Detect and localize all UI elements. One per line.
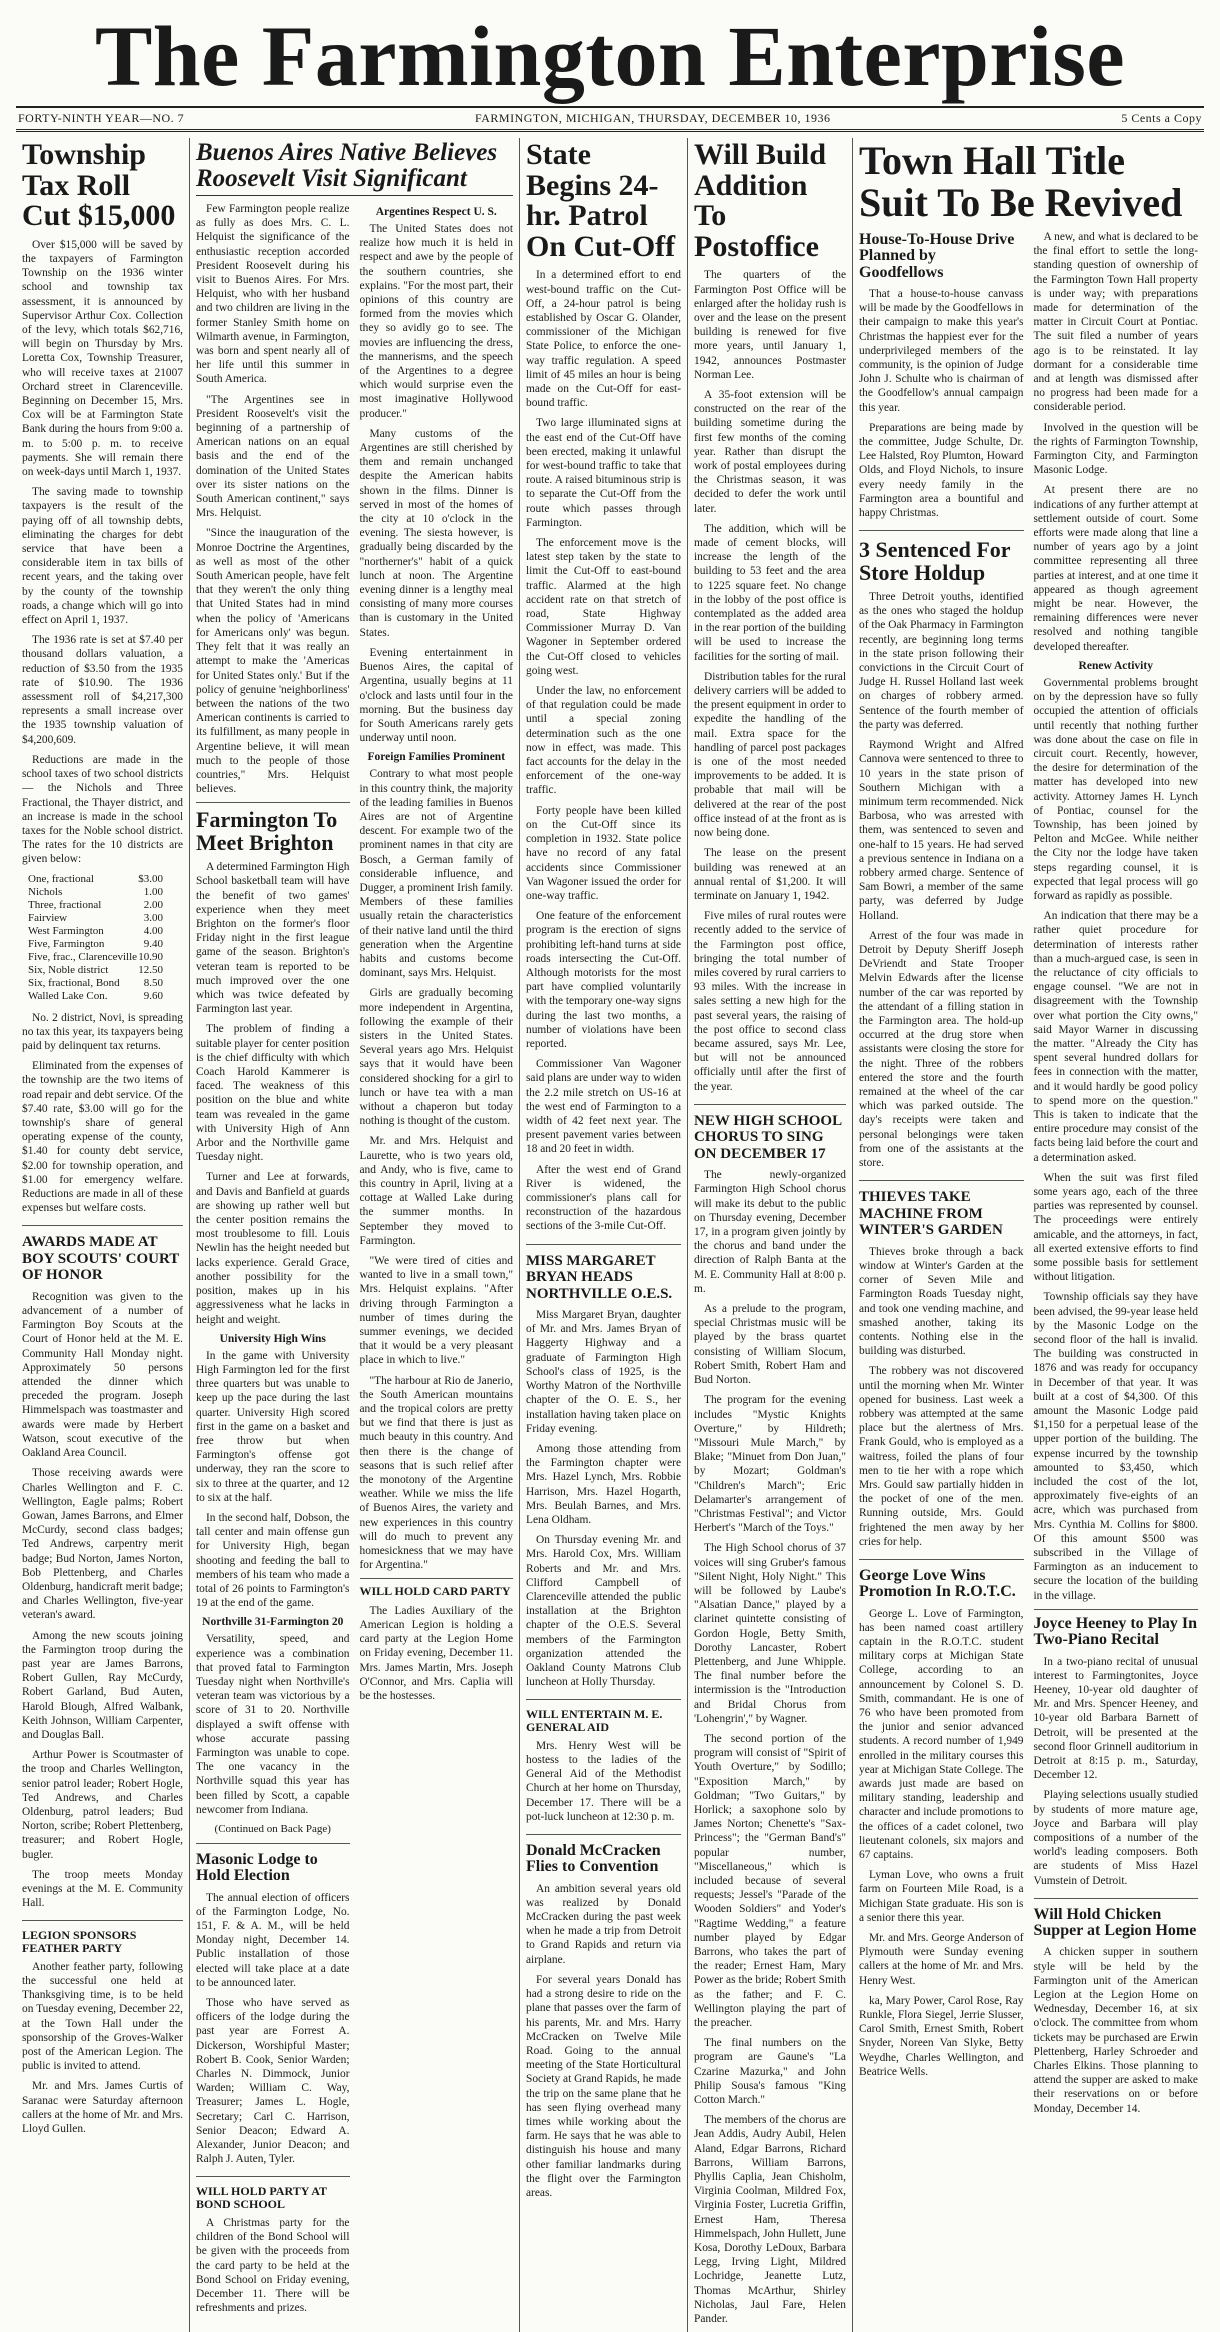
tax-roll-story <box>22 140 183 1226</box>
tax-roll-paragraph: Over $15,000 will be saved by the taxpayers of Farmington Township on the 1936 winter school and township tax assessment, it is announced by Supervisor Arthur Cox. Collection of the levy, which totals $62,716, will begin on Thursday by Mrs. Loretta Cox, Township Treasurer, who will receive taxes at 21007 Orchard street in Clarenceville. Beginning on December 15, Mrs. Cox will be at Farmington State Bank during the hours from 9:00 a. m. to 5:00 p. m. to receive payments. She will remain there on week-days until March 1, 1937. <box>22 238 183 479</box>
chorus-story <box>694 1113 846 2327</box>
buenos-paragraph: "The harbour at Rio de Janerio, the South American mountains and the tropical colors are pretty but we find that there is just as much beauty in this country. And then there is the change of seasons that is such relief after the monotony of the Argentine weather. While we miss the life of Buenos Aires, the variety and new experiences in this country will do much to prevent any homesickness that we may have for Argentina." <box>359 1374 513 1572</box>
legion-paragraph: Mr. and Mrs. James Curtis of Saranac were Saturday afternoon callers at the home of Mr. and Mrs. Lloyd Gullen. <box>22 2080 183 2136</box>
rate-row: One, fractional $3.00 <box>28 872 163 885</box>
chicken-headline: Will Hold Chicken Supper at Legion Home <box>1033 1905 1197 1940</box>
love-paragraph: Mr. and Mrs. George Anderson of Plymouth were Sunday evening callers at the home of Mr. and Mrs. Henry West. <box>859 1932 1024 1987</box>
legion-story <box>22 1929 183 2136</box>
chorus-paragraph: The members of the chorus are Jean Addis, Audry Aubil, Helen Aland, Edgar Barrons, Richard Barrons, William Barrons, Phyllis Caplia, Jean Chisholm, Virginia Coolman, Mildred Fox, Virginia Foster, Lucretia Griffin, Ernest Ham, Theresa Himmelspach, John Hullett, June Kosa, Dorothy LeDoux, Barbara Legg, Irving Light, Mildred Lochridge, Jeanette Lutz, Thomas McArthur, Shirley Nicholas, Jaul Fare, Helen Pander. <box>694 2114 846 2326</box>
chicken-story <box>1034 1907 1199 2116</box>
brighton-paragraph: The problem of finding a suitable player for center position is the chief difficulty with which Coach Harold Kammerer is faced. The weakness of this position on the blue and white team was revealed in the game with University High of Ann Arbor and the Northville game Tuesday night. <box>196 1023 350 1164</box>
chorus-paragraph: The program for the evening includes "Mystic Knights Overture," by Hildreth; "Missouri Mule March," by Blake; "Minuet from Don Juan," by Mozart; Goldman's "Children's March"; Eric Delamarter's arrangement of "Christmas Festival"; and Victor Herbert's "March of the Toys." <box>694 1394 846 1535</box>
column-5 <box>853 138 1204 2332</box>
chorus-paragraph: The final numbers on the program are Gaune's "La Czarine Mazurka," and John Philip Sousa's famous "King Cotton March." <box>694 2037 846 2107</box>
column-4 <box>688 138 853 2332</box>
card-party-paragraph: The Ladies Auxiliary of the American Legion is holding a card party at the Legion Home on Friday evening, December 11. Mrs. James Martin, Mrs. Joseph O'Connor, and Mrs. Caplia will be the hostesses. <box>359 1604 513 1702</box>
rate-row: Six, fractional, Bond 8.50 <box>28 976 163 989</box>
price: 5 Cents a Copy <box>1121 111 1202 125</box>
brighton-headline: Farmington To Meet Brighton <box>196 807 338 855</box>
masthead-title: The Farmington Enterprise <box>94 8 1126 104</box>
legion-headline: LEGION SPONSORS FEATHER PARTY <box>22 1928 137 1955</box>
townhall-subhead: Renew Activity <box>1078 659 1153 672</box>
mccracken-paragraph: For several years Donald has had a strong desire to ride on the plane that passes over the farm of his parents, Mr. and Mrs. Harry McCracken on Twelve Mile Road. Going to the annual meeting of the State Horticultural Society at Grand Rapids, he made the trip on the same plane that he has seen flying overhead many times while working about the farm. He says that he was able to distinguish his house and many other familiar landmarks during the flight over the Farmington areas. <box>526 1973 681 2199</box>
postoffice-paragraph: Five miles of rural routes were recently added to the service of the Farmington post office, bringing the total number of miles covered by rural carriers to 93 miles. With the increase in sales setting a new high for the past several years, the raising of the post office to second class became assured, says Mr. Lee, but will not be announced officially until after the first of the year. <box>694 910 846 1093</box>
brighton-paragraph: A determined Farmington High School basketball team will have the benefit of two games' experience when they meet Brighton on the former's floor Friday night in the first league game of the season. Brighton's veteran team is reported to be much improved over the one which was twice defeated by Farmington last year. <box>196 861 350 1016</box>
townhall-subcolumns <box>859 230 1198 2122</box>
patrol-headline: State Begins 24-hr. Patrol On Cut-Off <box>526 138 676 263</box>
tax-roll-paragraph: The saving made to township taxpayers is the result of the paying off of all township debts, eliminating the charges for debt service that have been a considerable item in tax bills of recent years, and the taking over by the county of the township roads, a change which will go into effect on April 1, 1937. <box>22 486 183 627</box>
buenos-paragraph: Contrary to what most people in this country think, the majority of the leading families in Buenos Aires are not of Argentine descent. For example two of the prominent names in that city are Bosch, a German family of considerable influence, and Dugger, a prominent Irish family. Members of these families usually retain the characteristics of their native land until the third generation when the Argentine habits and customs become dominant, says Mrs. Helquist. <box>359 768 513 980</box>
brighton-paragraph: Versatility, speed, and experience was a combination that proved fatal to Farmington Tuesday night when Northville's veteran team was victorious by a score of 31 to 20. Northville displayed a swift offense with whose accurate passing Farmington was unable to cope. The one vacancy in the Northville squad this year has been filled by Scott, a capable newcomer from Indiana. <box>196 1633 350 1816</box>
postoffice-paragraph: The addition, which will be made of cement blocks, will increase the length of the building to 53 feet and the area to 1225 square feet. No change in the lobby of the post office is contemplated as the added area in the rear portion of the building will be used to increase the facilities for the sorting of mail. <box>694 522 846 663</box>
buenos-paragraph: Mr. and Mrs. Helquist and Laurette, who is two years old, and Andy, who is five, came to this country in April, living at a cottage at Walled Lake during the summer months. In September they moved to Farmington. <box>359 1135 513 1247</box>
postoffice-story <box>694 140 846 1105</box>
chorus-paragraph: The newly-organized Farmington High School chorus will make its debut to the public on Thursday evening, December 17, in a program given jointly by the chorus and band under the direction of Ralph Banta at the M. E. Community Hall at 8:00 p. m. <box>694 1169 846 1295</box>
awards-paragraph: The troop meets Monday evenings at the M. E. Community Hall. <box>22 1868 183 1910</box>
brighton-paragraph: In the game with University High Farmington led for the first three quarters but was unable to keep up the pace during the last quarter. University High scored first in the game on a basket and free throw but when Farmington's offense got underway, they ran the score to six to three at the quarter, and 12 to six at the half. <box>196 1349 350 1504</box>
rate-row: Five, Farmington 9.40 <box>28 937 163 950</box>
postoffice-paragraph: The lease on the present building was renewed at an annual rental of $1,200. It will terminate on January 1, 1942. <box>694 847 846 902</box>
awards-headline: AWARDS MADE AT BOY SCOUTS' COURT OF HONOR <box>22 1234 180 1284</box>
postoffice-headline: Will Build Addition To Postoffice <box>694 138 827 263</box>
guild-headline: WILL ENTERTAIN M. E. GENERAL AID <box>526 1707 663 1734</box>
mccracken-story <box>526 1843 681 2200</box>
buenos-subcolumns <box>196 202 513 2321</box>
buenos-paragraph: "The Argentines see in President Roosevelt's visit the beginning of a partnership of American nations on an equal basis and the end of the domination of the United States over its sister nations on the South American continent," says Mrs. Helquist. <box>196 393 350 520</box>
brighton-subhead: Northville 31-Farmington 20 <box>202 1616 344 1629</box>
rate-row: Six, Noble district 12.50 <box>28 963 163 976</box>
legion-paragraph: Another feather party, following the successful one held at Thanksgiving time, is to be held on Tuesday evening, December 22, at the Town Hall under the sponsorship of the Groves-Walker post of the American Legion. The public is invited to attend. <box>22 1960 183 2073</box>
rate-row: Nichols 1.00 <box>28 885 163 898</box>
columns <box>16 138 1204 2326</box>
column-2 <box>190 138 520 2332</box>
buenos-paragraph: "We were tired of cities and wanted to live in a small town," Mrs. Helquist explains. "After driving through Farmington a number of times during the summer evenings, we decided that it would be a very pleasant place in which to live." <box>359 1255 513 1367</box>
goodfellows-paragraph: Preparations are being made by the committee, Judge Schulte, Dr. Lee Halsted, Roy Plumton, Howard Olds, and Floyd Nichols, to insure every needy family in the Farmington area a bountiful and happy Christmas. <box>859 421 1024 519</box>
oes-paragraph: On Thursday evening Mr. and Mrs. Harold Cox, Mrs. William Roberts and Mr. and Mrs. Clifford Campbell of Clarenceville attended the public installation at the Brighton chapter of the O.E.S. Several members of the Farmington organization attended the Oakland County Matrons Club luncheon at Holly Thursday. <box>526 1534 681 1689</box>
chorus-headline: NEW HIGH SCHOOL CHORUS TO SING ON DECEMBER 17 <box>694 1112 842 1162</box>
patrol-paragraph: In a determined effort to end west-bound traffic on the Cut-Off, a 24-hour patrol is being established by Oscar G. Olander, commissioner of the Michigan State Police, to enforce the one-way traffic regulation. A speed limit of 45 miles an hour is being made on the Cut-Off for east-bound traffic. <box>526 269 681 410</box>
brighton-paragraph: In the second half, Dobson, the tall center and main offense gun for University High, began shooting and feeding the ball to members of his team who made a total of 26 points to Farmington's 19 at the end of the game. <box>196 1511 350 1610</box>
heeney-paragraph: Playing selections usually studied by students of more mature age, Joyce and Barbara will play compositions of a number of the world's leading composers. Both are students of Miss Hazel Vumstein of Detroit. <box>1033 1789 1198 1887</box>
place-date: FARMINGTON, MICHIGAN, THURSDAY, DECEMBER 10, 1936 <box>474 111 831 125</box>
townhall-headline: Town Hall Title Suit To Be Revived <box>859 138 1183 225</box>
oes-paragraph: Among those attending from the Farmington chapter were Mrs. Hazel Lynch, Mrs. Robbie Harrison, Mrs. Hazel Hogarth, Mrs. Beulah Barnes, and Mrs. Lena Oldham. <box>526 1442 681 1526</box>
patrol-paragraph: One feature of the enforcement program is the erection of signs prohibiting left-hand turns at side roads intersecting the Cut-Off. Although motorists for the most part have complied voluntarily with the temporary one-way signs during the last two months, a number of violations have been reported. <box>526 910 682 1050</box>
rate-row: Walled Lake Con. 9.60 <box>28 989 163 1002</box>
love-paragraph: ka, Mary Power, Carol Rose, Ray Runkle, Flora Siegel, Jerrie Slusser, Carol Smith, Ernest Smith, Robert Snyder, Noreen Van Slyke, Betty Weydhe, Charles Wellington, and Beatrice Wells. <box>859 1994 1024 2078</box>
townhall-paragraph: When the suit was first filed some years ago, each of the three parties was represented by counsel. The proceedings were entirely amicable, and the attorneys, in fact, all exerted extensive efforts to find some possible basis for settlement without litigation. <box>1033 1171 1198 1284</box>
goodfellows-paragraph: That a house-to-house canvass will be made by the Goodfellows in their campaign to make this year's Christmas the happiest ever for the underprivileged members of the community, is the opinion of Judge John J. Schulte who is chairman of the Goodfellow's annual campaign this year. <box>859 287 1024 414</box>
awards-paragraph: Arthur Power is Scoutmaster of the troop and Charles Wellington, senior patrol leader; Robert Hogle, Ted Andrews, and Charles Oldenburg, patrol leaders; Bud Norton, scribe; Robert Plettenberg, treasurer; and Robert Hogle, bugler. <box>22 1749 183 1861</box>
townhall-left <box>859 230 1024 2122</box>
love-story <box>859 1568 1024 2079</box>
patrol-paragraph: The enforcement move is the latest step taken by the state to limit the Cut-Off to east-bound traffic. Alarmed at the high accident rate on that stretch of road, State Highway Commissioner Murray D. Van Wagoner in September ordered the Cut-Off closed to vehicles going west. <box>526 537 681 677</box>
masonic-story <box>196 1852 350 2177</box>
thieves-paragraph: Thieves broke through a back window at Winter's Garden at the corner of Seven Mile and Farmington Roads Tuesday night, and took one vending machine, and smashed another, taking its contents. Nothing else in the building was disturbed. <box>859 1245 1024 1358</box>
oes-story <box>526 1253 681 1701</box>
bond-party-headline: WILL HOLD PARTY AT BOND SCHOOL <box>196 2184 327 2211</box>
awards-story <box>22 1234 183 1921</box>
patrol-paragraph: Two large illuminated signs at the east end of the Cut-Off have been erected, making it unlawful for west-bound traffic to take that route. A raised bituminous strip is to separate the Cut-Off from the route which passes through Farmington. <box>526 417 681 529</box>
holdup-paragraph: Arrest of the four was made in Detroit by Deputy Sheriff Joseph DeVriendt and State Trooper Melvin Edwards after the license number of the car was reported by the attendant of a filling station in the Farmington area. The hold-up occurred at the drug store when assistants were closing the store for the night. Three of the robbers entered the store and the fourth remained at the wheel of the car which was parked outside. The day's receipts were taken and personal belongings were taken from one of the assistants at the store. <box>859 929 1024 1169</box>
townhall-paragraph: A new, and what is declared to be the final effort to settle the long-standing question of ownership of the Farmington Town Hall property is under way; with preparations made for determination of the matter in Circuit Court at Pontiac. The suit filed a number of years ago is to be reinstated. It lay dormant for a considerable time and at length was dismissed after no progress had been made for a considerable period. <box>1033 231 1198 414</box>
guild-story <box>526 1708 681 1835</box>
chorus-paragraph: As a prelude to the program, special Christmas music will be played by the brass quartet consisting of William Slocum, Robert Smith, Robert Ham and Bud Norton. <box>694 1303 846 1387</box>
buenos-paragraph: Few Farmington people realize as fully as does Mrs. C. L. Helquist the significance of the enthusiastic reception accorded President Roosevelt during his visit to Buenos Aires. For Mrs. Helquist, who with her husband and two children are living in the former Stanley Smith home on Wilmarth avenue, in Farmington, was born and spent nearly all of her life until this summer in South America. <box>196 203 350 386</box>
heeney-story <box>1034 1609 1199 1899</box>
townhall-paragraph: Governmental problems brought on by the depression have so fully occupied the attention of officials until recently that nothing further was done about the case on file in circuit court. Recently, however, the desire for determination of the matter has developed into new activity. Attorney James H. Lynch of Pontiac, counsel for the Township, has been joined by Pelton and McGee. While neither the City nor the lodge have taken steps regarding counsel, it is expected that legal process will go forward as rapidly as possible. <box>1033 676 1198 902</box>
buenos-paragraph: Evening entertainment in Buenos Aires, the capital of Argentina, usually begins at 11 o'clock and lasts until four in the morning. But the business day for South Americans rarely gets underway until noon. <box>359 646 513 745</box>
masonic-paragraph: Those who have served as officers of the lodge during the past year are Forrest A. Dickerson, Worshipful Master; Robert B. Cook, Senior Warden; Charles N. Dimmock, Junior Warden; William C. Way, Treasurer; James L. Hogle, Secretary; Carl C. Harrison, Senior Deacon; Edward A. Alexander, Junior Deacon; and Ralph J. Auten, Tyler. <box>196 1997 350 2166</box>
rate-row: Five, frac., Clarenceville 10.90 <box>28 950 163 963</box>
chorus-paragraph: The second portion of the program will consist of "Spirit of Youth Overture," by Sodillo; "Exposition March," by Goldman; "Two Guitars," by Horlick; a saxophone solo by James Norton; Chenette's "Sax-Princess"; the "German Band's" popular number, "Miscellaneous," which is included because of several requests; Jessel's "Parade of the Wooden Soldiers" and Yoder's "Ragtime Wedding," a feature number played by Edgar Barrons, who takes the part of the reader; Ernest Ham, Mary Power as the bride; Robert Smith as the father; and F. C. Wellington playing the part of the preacher. <box>694 1732 846 2030</box>
bond-party-story <box>196 2185 350 2315</box>
love-headline: George Love Wins Promotion In R.O.T.C. <box>859 1566 1016 1601</box>
patrol-paragraph: Forty people have been killed on the Cut-Off since its completion in 1932. State police have no record of any fatal accidents since Commissioner Van Wagoner issued the order for one-way traffic. <box>526 804 681 902</box>
goodfellows-story <box>859 232 1024 531</box>
townhall-right <box>1034 230 1199 2122</box>
column-3 <box>520 138 688 2332</box>
postoffice-paragraph: The quarters of the Farmington Post Office will be enlarged after the holiday rush is over and the lease on the present building is renewed for five more years, until January 1, 1942, announces Postmaster Norman Lee. <box>694 269 846 381</box>
patrol-paragraph: After the west end of Grand River is widened, the commissioner's plans call for reconstruction of the hazardous sections of the 3-mile Cut-Off. <box>526 1163 681 1233</box>
rate-row: West Farmington 4.00 <box>28 924 163 937</box>
postoffice-paragraph: Distribution tables for the rural delivery carriers will be added to the present equipment in order to expedite the handling of the mail. Extra space for the handling of parcel post packages is one of the most needed improvements to be added. It is probable that mail will be delivered at the rear of the post office instead of at the front as is now being done. <box>694 670 846 840</box>
rate-table <box>28 873 183 1003</box>
volume-number: FORTY-NINTH YEAR—NO. 7 <box>18 111 185 125</box>
townhall-paragraph: Township officials say they have been advised, the 99-year lease held by the Masonic Lodge on the second floor of the hall is invalid. The building was constructed in 1876 and was ready for occupancy in December of that year. It was built at a cost of $4,300. Of this amount the Masonic Lodge paid $1,150 for a perpetual lease of the upper portion of the building. The expense incurred by the township amounted to $3,450, which included the cost of the lot, approximately five-eights of an acre, which was purchased from Mrs. Cynthia M. Collins for $800. Of this amount $500 was subscribed in the Village of Farmington as an inducement to secure the location of the building in the village. <box>1033 1291 1198 1602</box>
patrol-paragraph: Commissioner Van Wagoner said plans are under way to widen the 2.2 mile stretch on US-16 at the west end of Farmington to a width of 42 feet next year. The present pavement varies between 18 and 20 feet in width. <box>526 1058 681 1156</box>
heeney-paragraph: In a two-piano recital of unusual interest to Farmingtonites, Joyce Heeney, 10-year old daughter of Mr. and Mrs. Spencer Heeney, and 10-year old Barbara Barnett of Detroit, will be presented at the second floor Grinnell auditorium in Detroit at 8:15 p. m., Saturday, December 12. <box>1033 1655 1198 1782</box>
awards-paragraph: Among the new scouts joining the Farmington troop during the past year are James Barrons, Robert Gullen, Ray McCurdy, Robert Garland, Bud Auten, Harold Blough, Alfred Walbank, Keith Johnson, William Carpenter, and Douglas Ball. <box>22 1629 183 1741</box>
mccracken-paragraph: An ambition several years old was realized by Donald McCracken during the past week when he made a trip from Detroit to Grand Rapids and return via airplane. <box>526 1882 681 1966</box>
postoffice-paragraph: A 35-foot extension will be constructed on the rear of the building sometime during the first few months of the coming year. Rather than disrupt the work of postal employees during the Christmas season, it was decided to defer the work until later. <box>694 389 846 515</box>
patrol-paragraph: Under the law, no enforcement of that regulation could be made until a special zoning determination such as the one now in effect, was made. This fact accounts for the delay in the enforcement of the one-way traffic. <box>526 685 681 797</box>
holdup-paragraph: Raymond Wright and Alfred Cannova were sentenced to three to 10 years in the state prison of Southern Michigan with a minimum term recommended. Nick Barbosa, who was arrested with them, was sentenced to seven and one-half to 15 years. He had served a previous sentence in Indiana on a robbery armed charge. Sentence of Sam Bowri, a member of the same party, was deferred by Judge Holland. <box>859 739 1024 922</box>
love-paragraph: George L. Love of Farmington, has been named coast artillery captain in the R.O.T.C. student military corps at Michigan State College, according to an announcement by Colonel S. D. Smith, commandant. He is one of 76 who have been promoted from the junior and senior advanced students. A record number of 1,949 enrolled in the military courses this year at Michigan State College. The awards just made are based on military standing, leadership and character and include promotions to the offices of a cadet colonel, two lieutenant colonels, six majors and 67 captains. <box>859 1607 1024 1862</box>
thieves-paragraph: The robbery was not discovered until the morning when Mr. Winter opened for business. Last week a robbery was attempted at the same place but the alertness of Mrs. Frank Gould, who is employed as a waitress, foiled the plans of four men to tie her with a rope which Mrs. Gould saw partially hidden in the pocket of one of the men. Running outside, Mrs. Gould frightened the men away by her cries for help. <box>859 1365 1024 1548</box>
rate-row: Three, fractional 2.00 <box>28 898 163 911</box>
holdup-story <box>859 539 1024 1181</box>
tax-roll-paragraph: Eliminated from the expenses of the township are the two items of road repair and debt service. Of the $7.40 rate, $3.00 will go for the township's share of general operating expense of the county, $1.40 for county debt service, $2.00 for township operation, and $1.00 for emergency welfare. Reductions are made in all of these expenses but welfare costs. <box>22 1060 183 1215</box>
mccracken-headline: Donald McCracken Flies to Convention <box>526 1842 661 1876</box>
holdup-paragraph: Three Detroit youths, identified as the ones who staged the holdup of the Oak Pharmacy in Farmington recently, are beginning long terms in the state prison following their convictions in the Circuit Court of Judge H. Russel Holland last week on charges of robbery armed. Sentence of the fourth member of the party was deferred. <box>859 591 1024 731</box>
buenos-headline: Buenos Aires Native Believes Roosevelt Visit Significant <box>196 140 513 196</box>
townhall-paragraph: An indication that there may be a rather quiet procedure for determination of interests rather than a much-argued case, is seen in the reluctance of city officials to engage counsel. "We are not in disagreement with the Township over what portion the City owns," said Mayor Warner in discussing the matter. "Already the City has spent several hundred dollars for fees in connection with the matter, and it would hardly be good policy to spend more on the question." This is taken to indicate that the entire procedure may consist of the facts being laid before the court and a determination asked. <box>1033 910 1198 1164</box>
love-paragraph: Lyman Love, who owns a fruit farm on Fourteen Mile Road, is a Michigan State graduate. His son is a senior there this year. <box>859 1869 1024 1924</box>
brighton-story <box>196 802 350 1844</box>
brighton-subhead: University High Wins <box>219 1332 326 1345</box>
column-1 <box>16 138 190 2332</box>
holdup-headline: 3 Sentenced For Store Holdup <box>859 537 1011 585</box>
card-party-story <box>360 1578 514 1703</box>
bond-party-paragraph: A Christmas party for the children of the Bond School will be given with the proceeds from the card party to be held at the Bond School on Friday evening, December 11. There will be refreshments and prizes. <box>196 2216 350 2315</box>
townhall-paragraph: Involved in the question will be the rights of Farmington Township, Farmington City, and Farmington Masonic Lodge. <box>1033 421 1198 477</box>
thieves-headline: THIEVES TAKE MACHINE FROM WINTER'S GARDEN <box>859 1189 1003 1239</box>
goodfellows-headline: House-To-House Drive Planned by Goodfellows <box>859 231 1015 281</box>
buenos-subhead: Foreign Families Prominent <box>367 751 506 764</box>
buenos-paragraph: The United States does not realize how much it is held in respect and awe by the people of the southern countries, she explains. "For the most part, their opinions of this country are formed from the movies which they so avidly go to see. The movies are influencing the dress, the mannerisms, and the speech of the Argentines to a degree which would surprise even the most imaginative Hollywood producer." <box>359 223 513 420</box>
awards-paragraph: Those receiving awards were Charles Wellington and F. C. Wellington, Eagle palms; Robert Gowan, James Barrons, and Elmer McCurdy, second class badges; Ted Andrews, carpentry merit badge; Bud Norton, James Norton, Bob Plettenberg, and Charles Oldenburg, handicraft merit badge; and Charles Wellington, five-year veteran's award. <box>22 1467 183 1622</box>
tax-roll-paragraph: Reductions are made in the school taxes of two school districts — the Nichols and Three Fractional, the Thayer district, and an increase is made in the school taxes for the Noble school district. The rates for the 10 districts are given below: <box>22 753 183 866</box>
patrol-story <box>526 140 681 1245</box>
heeney-headline: Joyce Heeney to Play In Two-Piano Recital <box>1033 1614 1198 1649</box>
masonic-paragraph: The annual election of officers of the Farmington Lodge, No. 151, F. & A. M., will be held Monday night, December 14. Public installation of those elected will take place at a date to be announced later. <box>196 1891 350 1989</box>
buenos-right <box>360 202 514 2321</box>
continued-note: (Continued on Back Page) <box>214 1823 331 1835</box>
guild-paragraph: Mrs. Henry West will be hostess to the ladies of the General Aid of the Methodist Church at her home on Thursday, December 17. There will be a pot-luck luncheon at 12:30 p. m. <box>526 1739 681 1823</box>
buenos-paragraph: Many customs of the Argentines are still cherished by them and remain unchanged despite the American habits shown in the films. Dinner is served in most of the homes of the city at 10 o'clock in the evening. The siesta however, is gradually being discarded by the "northerner's" habit of a quick lunch at noon. The Argentine evening dinner is a lengthy meal consisting of many more courses than is customary in the United States. <box>359 427 513 639</box>
card-party-headline: WILL HOLD CARD PARTY <box>359 1584 511 1599</box>
buenos-left <box>196 202 350 2321</box>
thieves-story <box>859 1189 1024 1560</box>
oes-headline: MISS MARGARET BRYAN HEADS NORTHVILLE O.E.S. <box>526 1252 673 1302</box>
tax-roll-paragraph: The 1936 rate is set at $7.40 per thousand dollars valuation, a reduction of $3.50 from the 1935 rate of $10.90. The 1936 assessment roll of $4,217,300 represents a small increase over the 1935 township valuation of $4,200,609. <box>22 634 183 746</box>
buenos-paragraph: Girls are gradually becoming more independent in Argentina, following the example of their sisters in the United States. Several years ago Mrs. Helquist says that it would have been considered shocking for a girl to lunch or have tea with a man without a chaperon but today nothing is thought of the custom. <box>359 987 513 1128</box>
awards-paragraph: Recognition was given to the advancement of a number of Farmington Boy Scouts at the Court of Honor held at the M. E. Community Hall Monday night. Approximately 50 persons attended the dinner which preceded the program. Joseph Himmelspach was toastmaster and awards were made by Herbert Watson, scout executive of the Oakland Area Council. <box>22 1290 183 1460</box>
chorus-paragraph: The High School chorus of 37 voices will sing Gruber's famous "Silent Night, Holy Night." This will be followed by Laube's "Alsatian Dance," played by a clarinet quintette consisting of Gordon Hogle, Betty Smith, Dorothy Lancaster, Robert Plettenberg, and June Whipple. The final number before the intermission is the "Introduction and Bridal Chorus from 'Lohengrin'," by Wagner. <box>694 1542 846 1725</box>
tax-roll-headline: Township Tax Roll Cut $15,000 <box>22 138 176 233</box>
buenos-paragraph: "Since the inauguration of the Monroe Doctrine the Argentines, as well as most of the other South American people, have felt that they weren't the only thing that United States had in mind when the policy of 'Americans for Americans only' was begun. They felt that it was really an attempt to make the 'Americas for United States only.' But if the policy of genuine 'neighborliness' between the nations of the two American continents is carried to its fulfillment, as many people in Argentine believe, it will mean much to the people of those countries," Mrs. Helquist believes. <box>196 527 350 796</box>
dateline <box>16 106 1204 132</box>
brighton-paragraph: Turner and Lee at forwards, and Davis and Banfield at guards are showing up rather well but the center position remains the most troublesome to fill. Louis Newlin has the height needed but lacks experience. Gerald Grace, another possibility for the position, makes up in his aggressiveness what he lacks in height and weight. <box>196 1171 350 1326</box>
buenos-subhead: Argentines Respect U. S. <box>375 206 497 218</box>
townhall-paragraph: At present there are no indications of any further attempt at settlement outside of court. Some efforts were made along that line a number of years ago by a joint committee representing all three parties at interest, and at one time it appeared as though agreement might be near. However, the remaining differences were never resolved and nothing tangible developed thereafter. <box>1033 484 1198 653</box>
tax-roll-paragraph: No. 2 district, Novi, is spreading no tax this year, its taxpayers being paid by delinquent tax returns. <box>22 1011 183 1052</box>
chicken-paragraph: A chicken supper in southern style will be held by the Farmington unit of the American Legion at the Legion Home on Wednesday, December 16, at six o'clock. The committee from whom tickets may be purchased are Erwin Plettenberg, Harley Schroeder and Charles Elkins. Those planning to attend the supper are asked to make their reservations on or before Monday, December 14. <box>1033 1946 1198 2115</box>
oes-paragraph: Miss Margaret Bryan, daughter of Mr. and Mrs. James Bryan of Haggerty Highway and a graduate of Farmington High School's class of 1925, is the Worthy Matron of the Northville chapter of the O. E. S., her installation having taken place on Friday evening. <box>526 1309 681 1435</box>
rate-row: Fairview 3.00 <box>28 911 163 924</box>
masonic-headline: Masonic Lodge to Hold Election <box>196 1851 318 1885</box>
